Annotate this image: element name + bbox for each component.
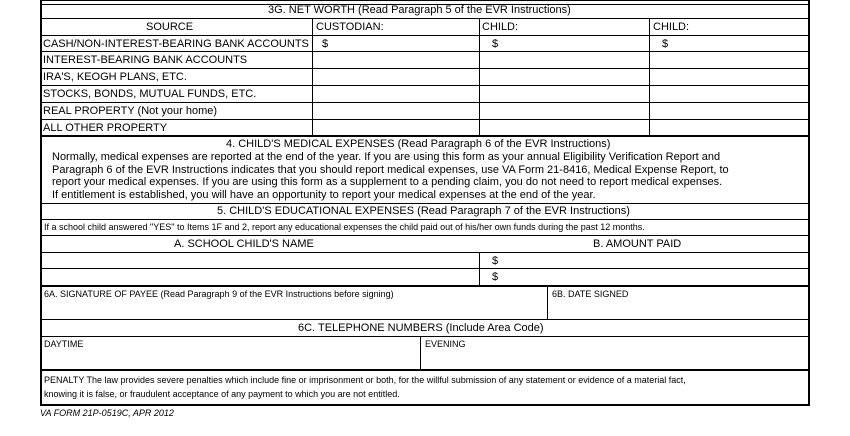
signature-date-divider xyxy=(547,286,548,319)
date-signed-field[interactable] xyxy=(549,302,807,318)
child2-amount-field[interactable] xyxy=(650,69,808,85)
educational-note-rule xyxy=(40,235,810,236)
net-worth-bottom-rule xyxy=(40,135,810,137)
signature-field[interactable] xyxy=(42,302,545,318)
penalty-text: PENALTY The law provides severe penalties which include fine or imprisonment or both, for the willful submission of any statement or evidence of a material fact, xyxy=(44,375,686,385)
school-child-name-field[interactable] xyxy=(42,253,478,268)
signature-label: 6A. SIGNATURE OF PAYEE (Read Paragraph 9 of the EVR Instructions before signing) xyxy=(44,289,394,299)
telephone-col-divider xyxy=(420,336,421,369)
medical-instructions xyxy=(52,151,729,201)
amount-paid-field[interactable]: $ xyxy=(492,271,499,283)
medical-heading: 4. CHILD'S MEDICAL EXPENSES (Read Paragraph 6 of the EVR Instructions) xyxy=(226,138,611,150)
net-worth-row-label: INTEREST-BEARING BANK ACCOUNTS xyxy=(43,54,248,66)
child1-amount-field[interactable] xyxy=(480,120,649,135)
child1-amount-field[interactable] xyxy=(480,103,649,119)
medical-bottom-rule xyxy=(40,203,810,204)
child1-amount-field[interactable] xyxy=(480,52,649,68)
evening-phone-field[interactable] xyxy=(422,351,807,368)
school-child-name-field[interactable] xyxy=(42,269,478,285)
medical-instruction-line: Paragraph 6 of the EVR Instructions indicates that you should report medical expenses, use VA Form 21-8416, Medical Expense Report, to xyxy=(52,163,729,176)
col-amount-paid: B. AMOUNT PAID xyxy=(593,238,682,250)
educational-bottom-rule xyxy=(40,285,810,287)
child2-amount-field[interactable] xyxy=(650,86,808,102)
date-signed-label: 6B. DATE SIGNED xyxy=(552,289,629,299)
child1-amount-field[interactable]: $ xyxy=(492,38,499,50)
child1-amount-field[interactable] xyxy=(480,69,649,85)
child2-amount-field[interactable] xyxy=(650,52,808,68)
child2-amount-field[interactable] xyxy=(650,120,808,135)
daytime-label: DAYTIME xyxy=(44,339,84,349)
educational-note: If a school child answered "YES" to Items 1F and 2, report any educational expenses the child paid out of his/her own funds during the past 12 months. xyxy=(44,222,645,232)
net-worth-header-rule xyxy=(40,18,810,19)
educational-heading-rule xyxy=(40,219,810,220)
frame-top-line xyxy=(40,0,809,1)
col-child2-label: CHILD: xyxy=(653,21,690,33)
child2-amount-field[interactable] xyxy=(650,103,808,119)
telephone-heading-rule xyxy=(40,336,810,337)
child1-amount-field[interactable] xyxy=(480,86,649,102)
net-worth-row-label: ALL OTHER PROPERTY xyxy=(43,122,168,134)
medical-instruction-line: If entitlement is established, you will have an opportunity to report your medical expenses at the end of the year. xyxy=(52,188,596,201)
custodian-amount-field[interactable] xyxy=(313,86,479,102)
net-worth-row-rule xyxy=(40,35,810,36)
form-identifier: VA FORM 21P-0519C, APR 2012 xyxy=(40,408,174,418)
custodian-amount-field[interactable]: $ xyxy=(322,38,329,50)
child2-amount-field[interactable]: $ xyxy=(662,38,669,50)
daytime-phone-field[interactable] xyxy=(42,351,418,368)
net-worth-heading: 3G. NET WORTH (Read Paragraph 5 of the EVR Instructions) xyxy=(268,4,571,16)
col-school-child-name: A. SCHOOL CHILD'S NAME xyxy=(174,238,314,250)
telephone-heading: 6C. TELEPHONE NUMBERS (Include Area Code) xyxy=(298,322,544,334)
custodian-amount-field[interactable] xyxy=(313,103,479,119)
net-worth-row-label: REAL PROPERTY (Not your home) xyxy=(43,105,218,117)
col-child1-label: CHILD: xyxy=(482,21,519,33)
frame-bottom-border xyxy=(40,404,810,406)
medical-instruction-line: report your medical expenses. If you are using this form as a supplement to a pending claim, you do not need to report medical expenses. xyxy=(52,176,723,188)
amount-paid-field[interactable]: $ xyxy=(492,255,499,267)
col-custodian-label: CUSTODIAN: xyxy=(316,21,384,33)
custodian-amount-field[interactable] xyxy=(313,52,479,68)
net-worth-row-label: CASH/NON-INTEREST-BEARING BANK ACCOUNTS xyxy=(43,38,309,50)
medical-instruction-line: Normally, medical expenses are reported at the end of the year. If you are using this form as your annual Eligibility Verification Report and xyxy=(52,151,721,163)
penalty-text: knowing it is false, or fraudulent acceptance of any payment to which you are not entitled. xyxy=(44,389,400,399)
net-worth-row-label: STOCKS, BONDS, MUTUAL FUNDS, ETC. xyxy=(43,88,257,100)
signature-bottom-rule xyxy=(40,319,810,320)
telephone-bottom-rule xyxy=(40,369,810,371)
custodian-amount-field[interactable] xyxy=(313,69,479,85)
net-worth-row-label: IRA'S, KEOGH PLANS, ETC. xyxy=(43,71,187,83)
evening-label: EVENING xyxy=(425,339,466,349)
custodian-amount-field[interactable] xyxy=(313,120,479,135)
col-source-label: SOURCE xyxy=(146,21,194,33)
educational-heading: 5. CHILD'S EDUCATIONAL EXPENSES (Read Paragraph 7 of the EVR Instructions) xyxy=(217,205,630,217)
